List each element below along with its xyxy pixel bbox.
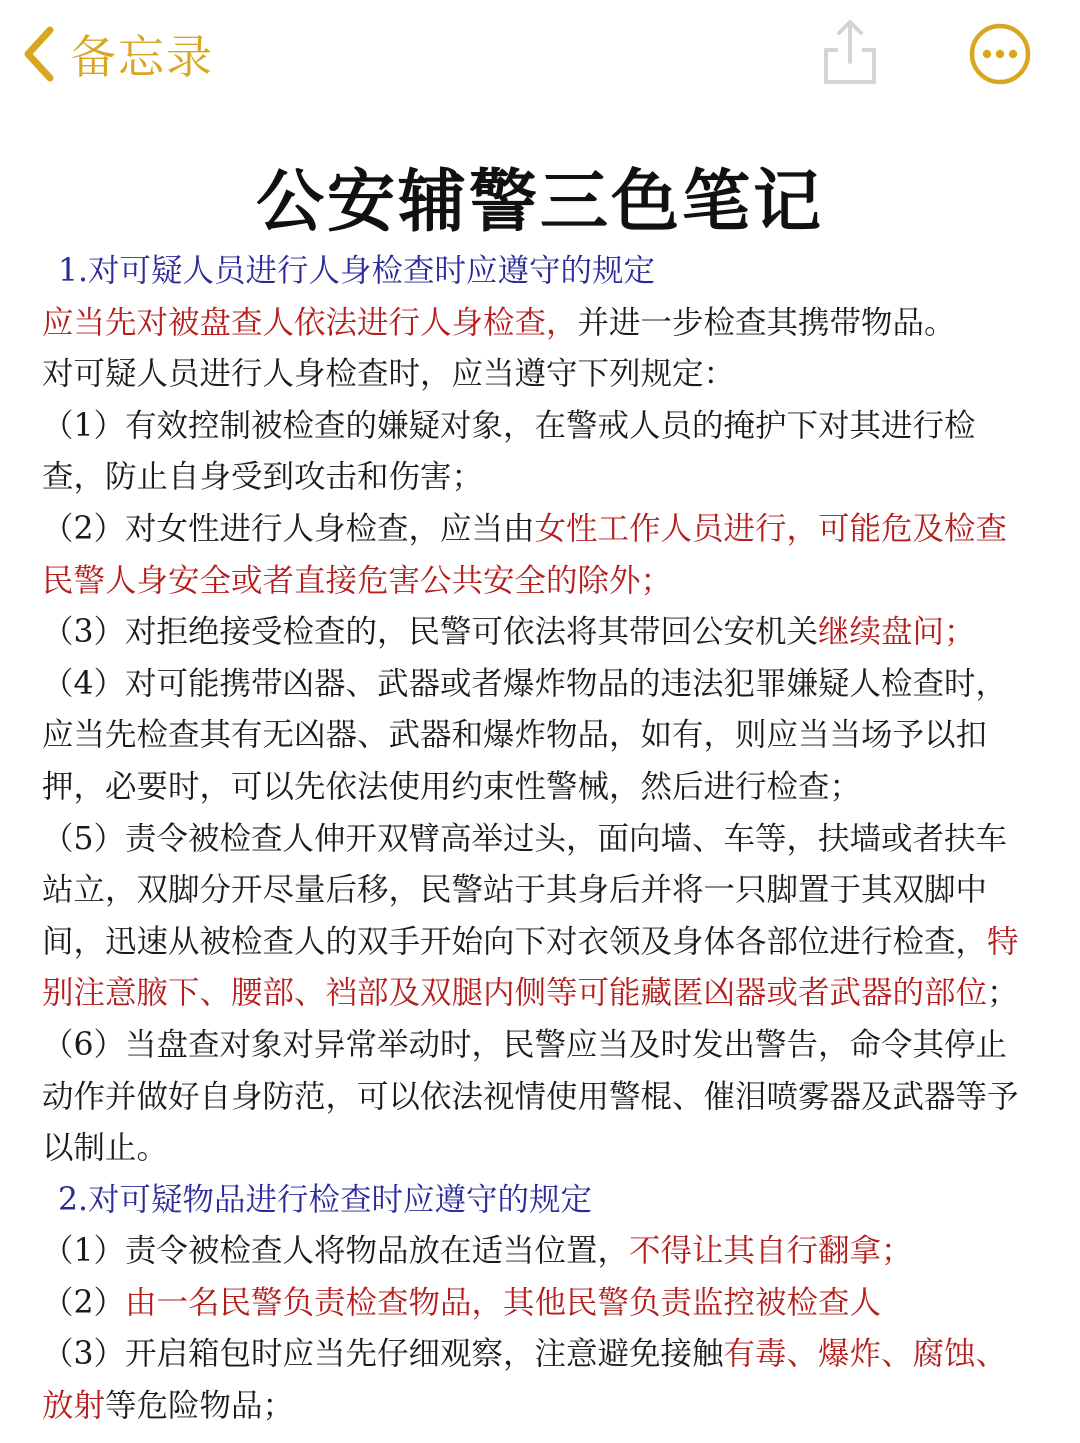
note-line [42,298,1042,350]
note-line [42,659,1042,711]
body-text: （3）对拒绝接受检查的，民警可依法将其带回公安机关 [42,614,819,651]
note-line [42,1123,1042,1175]
body-text: 站立，双脚分开尽量后移，民警站于其身后并将一只脚置于其双脚中 [42,872,988,909]
emphasis-text: 特 [987,923,1019,960]
section-heading [42,246,1042,298]
emphasis-text: 继续盘问； [818,614,976,651]
back-button[interactable] [22,22,214,86]
emphasis-text: 有毒、爆炸、腐蚀、 [723,1336,1008,1373]
body-text: （2） [42,1284,126,1321]
body-text: （2）对女性进行人身检查，应当由 [42,510,535,547]
note-title: 公安辅警三色笔记 [255,162,824,242]
note-line [42,1329,1042,1381]
note-line [42,865,1042,917]
emphasis-text: 应当先对被盘查人依法进行人身检查， [42,304,578,341]
body-text: 并进一步检查其携带物品。 [577,304,956,341]
body-text: ； [987,975,1019,1012]
back-label: 备忘录 [70,30,214,84]
note-line [42,968,1042,1020]
section-heading [42,1175,1042,1227]
body-text: （1）责令被检查人将物品放在适当位置， [42,1233,630,1270]
chevron-left-icon [22,24,56,84]
note-body[interactable] [42,246,1042,1433]
body-text: （3）开启箱包时应当先仔细观察，注意避免接触 [42,1336,724,1373]
body-text: 动作并做好自身防范，可以依法视情使用警棍、催泪喷雾器及武器等予 [42,1078,1019,1115]
share-button[interactable] [818,16,882,88]
body-text: 间，迅速从被检查人的双手开始向下对衣领及身体各部位进行检查， [42,923,988,960]
note-line [42,814,1042,866]
navigation-bar [0,0,1080,110]
body-text: （5）责令被检查人伸开双臂高举过头，面向墙、车等，扶墙或者扶车 [42,820,1008,857]
share-icon [818,16,882,88]
heading-text: 1.对可疑人员进行人身检查时应遵守的规定 [58,253,656,289]
body-text: 以制止。 [42,1130,169,1167]
note-line [42,710,1042,762]
note-line [42,1072,1042,1124]
note-line [42,1381,1042,1433]
emphasis-text: 民警人身安全或者直接危害公共安全的除外； [42,562,673,599]
ellipsis-circle-icon [968,22,1032,86]
body-text: 对可疑人员进行人身检查时，应当遵守下列规定： [42,356,736,393]
note-line [42,401,1042,453]
note-line [42,349,1042,401]
body-text: 押，必要时，可以先依法使用约束性警械，然后进行检查； [42,768,862,805]
more-options-button[interactable] [968,22,1032,86]
body-text: （4）对可能携带凶器、武器或者爆炸物品的违法犯罪嫌疑人检查时， [42,665,1008,702]
note-line [42,1020,1042,1072]
note-line [42,607,1042,659]
note-line [42,452,1042,504]
emphasis-text: 别注意腋下、腰部、裆部及双腿内侧等可能藏匿凶器或者武器的部位 [42,975,988,1012]
body-text: （6）当盘查对象对异常举动时，民警应当及时发出警告，命令其停止 [42,1026,1008,1063]
emphasis-text: 不得让其自行翻拿； [629,1233,913,1270]
body-text: 等危险物品； [105,1388,295,1425]
note-line [42,762,1042,814]
emphasis-text: 女性工作人员进行，可能危及检查 [534,510,1008,547]
body-text: （1）有效控制被检查的嫌疑对象，在警戒人员的掩护下对其进行检 [42,407,976,444]
body-text: 查，防止自身受到攻击和伤害； [42,459,484,496]
emphasis-text: 放射 [42,1388,106,1425]
note-line [42,504,1042,556]
note-line [42,1278,1042,1330]
heading-text: 2.对可疑物品进行检查时应遵守的规定 [58,1181,593,1218]
note-line [42,1226,1042,1278]
body-text: 应当先检查其有无凶器、武器和爆炸物品，如有，则应当当场予以扣 [42,717,988,754]
emphasis-text: 由一名民警负责检查物品，其他民警负责监控被检查人 [125,1284,882,1321]
note-line [42,556,1042,608]
note-line [42,917,1042,969]
